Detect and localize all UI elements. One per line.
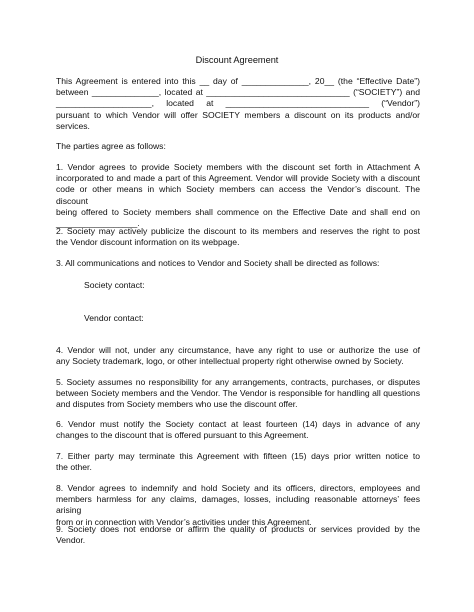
vendor-contact-label: Vendor contact: bbox=[84, 313, 144, 323]
clause-line: between Society members and the Vendor. The Vendor is responsible for handling all questions bbox=[56, 388, 420, 399]
clause-line: any Society trademark, logo, or other intellectual property right otherwise owned by Society. bbox=[56, 356, 404, 367]
parties-line: The parties agree as follows: bbox=[56, 141, 166, 151]
clause-4 bbox=[56, 345, 420, 367]
clause-6 bbox=[56, 419, 420, 441]
document-title: Discount Agreement bbox=[195, 55, 279, 65]
clause-line: being offered to Society members shall commence on the Effective Date and shall end on bbox=[56, 206, 420, 217]
clause-line: the Vendor discount information on its webpage. bbox=[56, 237, 240, 248]
intro-line: ____________________, located at ______________________________ (“Vendor”) bbox=[56, 98, 420, 109]
clause-5 bbox=[56, 377, 420, 411]
intro-line: This Agreement is entered into this __ day of ______________, 20__ (the “Effective Date”) bbox=[56, 76, 420, 86]
society-contact-label: Society contact: bbox=[84, 280, 145, 290]
clause-line: code or other means in which Society members can access the Vendor’s discount. The discount bbox=[56, 184, 420, 206]
clause-line: the other. bbox=[56, 462, 92, 473]
clause-3 bbox=[56, 258, 420, 269]
clause-8 bbox=[56, 483, 420, 528]
clause-line: 1. Vendor agrees to provide Society members with the discount set forth in Attachment A bbox=[56, 162, 420, 172]
clause-2 bbox=[56, 226, 420, 248]
clause-9 bbox=[56, 524, 420, 546]
intro-line: pursuant to which Vendor will offer SOCIETY members a discount on its products and/or bbox=[56, 109, 420, 120]
clause-line: 2. Society may actively publicize the discount to its members and reserves the right to post bbox=[56, 226, 420, 236]
clause-line: and disputes from Society members who use the discount offer. bbox=[56, 399, 298, 410]
clause-line: incorporated to and made a part of this Agreement. Vendor will provide Society with a discount bbox=[56, 173, 420, 184]
intro-line: services. bbox=[56, 120, 90, 131]
clause-line: Vendor. bbox=[56, 535, 86, 546]
clause-7 bbox=[56, 451, 420, 473]
clause-line: 5. Society assumes no responsibility for any arrangements, contracts, purchases, or disputes bbox=[56, 377, 420, 387]
clause-line: 3. All communications and notices to Vendor and Society shall be directed as follows: bbox=[56, 258, 380, 268]
clause-line: 6. Vendor must notify the Society contact at least fourteen (14) days in advance of any bbox=[56, 419, 420, 429]
clause-line: _________________. bbox=[56, 218, 140, 229]
intro-paragraph bbox=[56, 76, 420, 132]
clause-line: from or in connection with Vendor’s activities under this Agreement. bbox=[56, 516, 312, 527]
clause-1 bbox=[56, 162, 420, 229]
clause-line: changes to the discount that is offered pursuant to this Agreement. bbox=[56, 430, 309, 441]
clause-line: 4. Vendor will not, under any circumstance, have any right to use or authorize the use of bbox=[56, 345, 420, 355]
clause-line: 8. Vendor agrees to indemnify and hold Society and its officers, directors, employees and bbox=[56, 483, 420, 493]
intro-line: between ______________, located at ______________________________ (“SOCIETY”) and bbox=[56, 87, 420, 98]
clause-line: 9. Society does not endorse or affirm the quality of products or services provided by the bbox=[56, 524, 420, 534]
clause-line: 7. Either party may terminate this Agreement with fifteen (15) days prior written notice to bbox=[56, 451, 420, 461]
clause-line: members harmless for any claims, damages, losses, including reasonable attorneys’ fees arising bbox=[56, 494, 420, 516]
